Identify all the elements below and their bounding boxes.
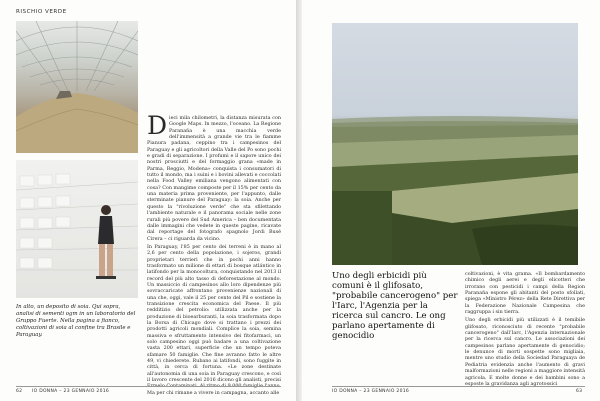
aerial-fields-illustration (332, 23, 578, 265)
soy-fields-aerial-photo (332, 23, 578, 265)
section-label: RISCHIO VERDE (16, 9, 67, 15)
seed-lab-photo (16, 160, 138, 298)
magazine-line-right: IO DONNA – 23 GENNAIO 2016 (332, 389, 410, 394)
article-paragraph: coltivazioni, è vita grama. «Il bombardamento chimico degli aerei e degli elicotteri che irrorano con pesticidi i campi della Region Paranaña espone gli abitanti del posto sfollati, spiega «Ministro Pérez» della Rete Direttiva per la Federazione Nazionale Campesina che raggruppa i sin tierra. (465, 271, 585, 316)
page-number-right: 63 (576, 389, 583, 394)
right-page (302, 0, 600, 401)
photo-caption: In alto, un deposito di soia. Qui sopra, analisi di sementi ogm in un laboratorio del Gruppo Fuerte. Nella pagina a fianco, coltivazioni di soia al confine tra Brasile e Paraguay. (16, 304, 136, 338)
article-paragraph: Uno degli erbicidi più utilizzati è il temibile glifosato, riconosciuto di recente "probabile cancerogeno" dall'Iarc, l'Agenzia internazionale per la ricerca sul cancro. Le associazioni dei campesinos parlano apertamente di genocidio; le denunce di morti sospette sono migliaia, mentre uno studio della Sociedad Paraguaya de Pediatria evidenzia anche l'aumento di gravi malformazioni nelle regioni a maggiore intensità agricola. E molte donne e dei bambini sono a esposte la gravidanza agli agrotossici (465, 317, 585, 387)
magazine-line-left: IO DONNA – 23 GENNAIO 2016 (32, 389, 110, 394)
left-page (0, 0, 296, 401)
pull-quote-headline: Uno degli erbicidi più comuni è il glifosato, "probabile cancerogeno" per l'Iarc, l'Agenzia per la ricerca sul cancro. Le ong parlano apertamente di genocidio (332, 271, 458, 341)
article-paragraph (147, 111, 281, 242)
seed-lab-illustration (16, 160, 138, 298)
soy-warehouse-illustration (16, 21, 138, 153)
article-column-left (147, 111, 281, 396)
drop-cap: D (147, 111, 168, 140)
footer-rule (16, 386, 281, 387)
page-number-left: 62 (16, 389, 23, 394)
article-column-right (465, 271, 585, 386)
soy-warehouse-photo (16, 21, 138, 153)
article-paragraph: In Paraguay, l'85 per cento dei terreni è in mano al 2,6 per cento della popolazione, i sojeros, grandi proprietari terrieri che in pochi anni hanno trasformato un milione di ettari di bosque atlántico in latifondo per la monocoltura, conquistando nel 2013 il record del più alto tasso di deforestazione al mondo. Un massiccio di campesinos allo loro dipendenze più sovraccaricate affrontano provenienze nazionali di una che, oggi, vale il 25 per cento del Pil e sostiene la transizione crescita economica del Paese. Il più redditizio del petrolio: utilizzata anche per la produzione di bioearburanti, la soia trasformata dopo la Borsa di Chicago dove si trattano i prezzi dei prodotti agricoli mondiali. Complice la soia, semina massiva e sfruttamento intensivo dei fitofarmaci, un solo campesino oggi può badare a una coltivazione vasta 200 ettari, superficie che un tempo poteva sfamare 50 famiglie. Che fine avranno fatto le altre 49, vi chiederete. Rubano ai latifondi, sono fuggite in città, in cerca di fortuna. «Le zone destinate all'autonomia di una soia in Paraguay crescono, e così il lavoro crescente del 2016 dicono gli analisti, precisi Ermelo Contaminati. Al ritmo di 9.000 famiglie l'anno. Ma per chi rimane a vivere in campagna, accanto alle (147, 243, 281, 396)
article-paragraph-text: ieci mila chilometri, la distanza misurata con Google Maps. In mezzo, l'oceano. La Regione Paranaña è una macchia verde dell'immensità a grande vie tra le fiamme Pianura padana, ceppino tra i campesinos del Paraguay e gli agricoltori della Valle del Po sono pochi e gradi di separazione. I profumi e il sapore unico dei nostri prosciutti e del formaggio grana «made in Parma, Reggio, Modena» conquista i consumatori di tutto il mondo, ma i suini e i bovini allevati e coccolati nella Food Valley emiliana vengono alimentati con cosa? Con mangime composte per il 15% per cento da una materia prima proveniente, per l'appunto, dalle sterminate pianure del Paraguay: la soia. Anche per questo la "rivoluzione verde" che sta sfilettando l'ambiente naturale e il panorama sociale nelle zone rurali più povere del Sud America – ben documentata dalle immagini che vedete in queste pagine, ricavate dal reportage del fotografo spagnolo Jordi Busé Cirera – ci riguarda da vicino. (147, 115, 281, 242)
footer-rule (332, 386, 585, 387)
